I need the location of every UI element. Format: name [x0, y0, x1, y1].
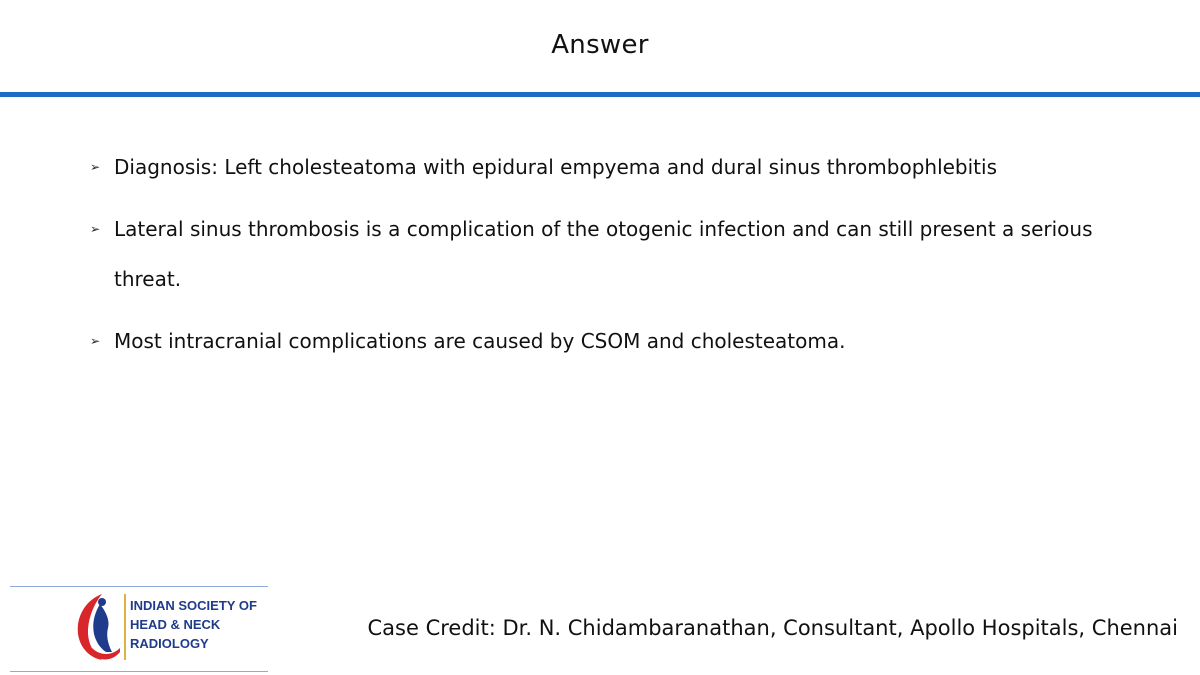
slide-title: Answer: [551, 30, 649, 60]
bullet-arrow-icon: ➢: [90, 160, 101, 174]
logo-text: [130, 596, 280, 653]
title-divider: [0, 92, 1200, 97]
bullet-arrow-icon: ➢: [90, 222, 101, 236]
footer-divider-bottom: [10, 671, 268, 672]
bullet-text: Lateral sinus thrombosis is a complication of the otogenic infection and can still present a serious threat.: [114, 217, 1093, 291]
bullet-text: Most intracranial complications are caused by CSOM and cholesteatoma.: [114, 329, 846, 353]
logo-line: RADIOLOGY: [130, 636, 209, 651]
bullet-text: Diagnosis: Left cholesteatoma with epidural empyema and dural sinus thrombophlebitis: [114, 155, 997, 179]
logo-separator: [124, 594, 126, 660]
bullet-arrow-icon: ➢: [90, 334, 101, 348]
bullet-item: [90, 204, 1150, 304]
logo-line: HEAD & NECK: [130, 617, 221, 632]
logo-line: INDIAN SOCIETY OF: [130, 598, 257, 613]
bullet-list: [90, 142, 1150, 378]
head-neck-radiology-emblem-icon: [72, 590, 122, 666]
bullet-item: [90, 142, 1150, 192]
case-credit: Case Credit: Dr. N. Chidambaranathan, Consultant, Apollo Hospitals, Chennai: [367, 616, 1178, 640]
footer-divider-top: [10, 586, 268, 587]
society-logo: [72, 590, 272, 666]
bullet-item: [90, 316, 1150, 366]
